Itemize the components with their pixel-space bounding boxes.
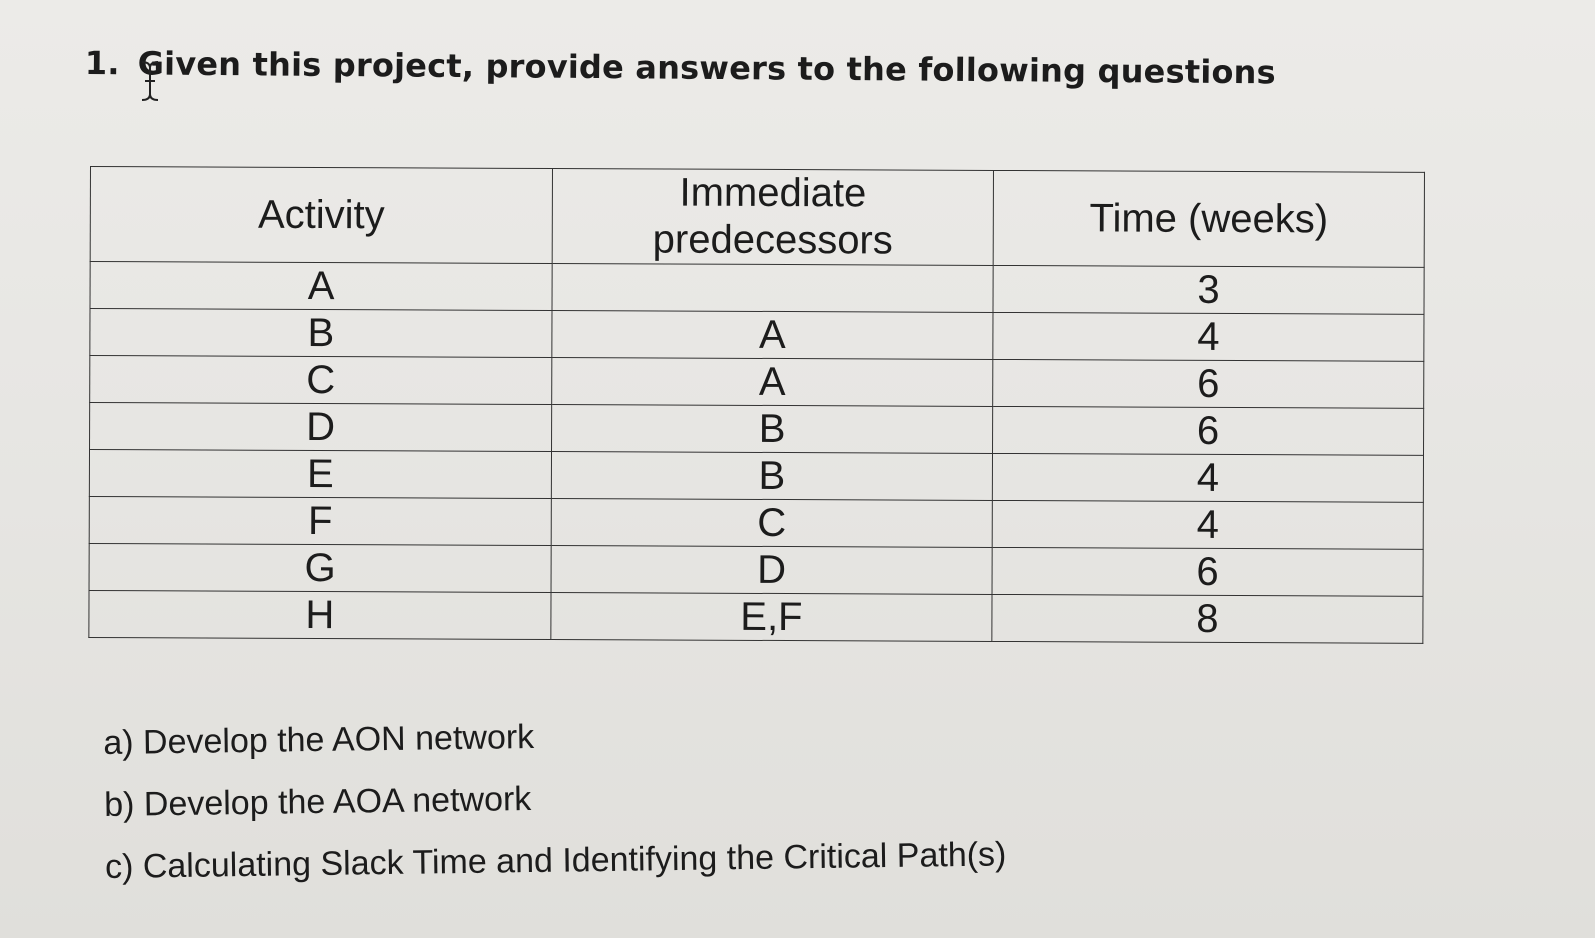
time-cell: 6 [993, 359, 1424, 408]
question-heading [85, 44, 1276, 91]
part-c: c) Calculating Slack Time and Identifying the Critical Path(s) [104, 835, 1007, 886]
activity-cell: C [90, 356, 552, 405]
table-row [90, 356, 1424, 409]
activity-cell: F [89, 497, 551, 546]
question-number: 1. [84, 44, 120, 83]
table-row [89, 543, 1423, 596]
time-cell: 6 [993, 406, 1424, 455]
part-a: a) Develop the AON network [103, 717, 535, 762]
activity-cell: D [90, 403, 552, 452]
header-predecessors-text: Immediate predecessors [652, 170, 893, 263]
table-row [90, 309, 1424, 362]
predecessor-cell: A [552, 311, 993, 360]
activity-cell: G [89, 543, 551, 592]
header-time: Time (weeks) [993, 170, 1424, 267]
table-row [89, 590, 1423, 643]
table-row [89, 450, 1423, 503]
activity-cell: E [89, 450, 551, 499]
time-cell: 4 [992, 500, 1423, 549]
activity-table [88, 166, 1425, 644]
time-cell: 3 [993, 265, 1424, 314]
time-cell: 4 [992, 453, 1423, 502]
question-text: Given this project, provide answers to the following questions [137, 44, 1277, 92]
predecessor-cell: C [551, 499, 992, 548]
header-predecessors [552, 169, 993, 266]
part-b: b) Develop the AOA network [103, 780, 532, 824]
question-parts [103, 707, 1007, 906]
time-cell: 4 [993, 312, 1424, 361]
time-cell: 8 [992, 594, 1423, 643]
predecessor-cell: B [552, 405, 993, 454]
predecessor-cell: E,F [551, 593, 992, 642]
activity-cell: H [89, 590, 551, 639]
header-activity: Activity [90, 167, 552, 264]
table-row [89, 497, 1423, 550]
text-cursor-icon [138, 60, 162, 102]
activity-table-container [88, 166, 1424, 644]
time-cell: 6 [992, 547, 1423, 596]
table-header-row [90, 167, 1424, 268]
predecessor-cell [552, 264, 993, 313]
table-row [90, 262, 1424, 315]
predecessor-cell: A [552, 358, 993, 407]
activity-cell: A [90, 262, 552, 311]
table-row [90, 403, 1424, 456]
predecessor-cell: D [551, 546, 992, 595]
activity-cell: B [90, 309, 552, 358]
predecessor-cell: B [551, 452, 992, 501]
